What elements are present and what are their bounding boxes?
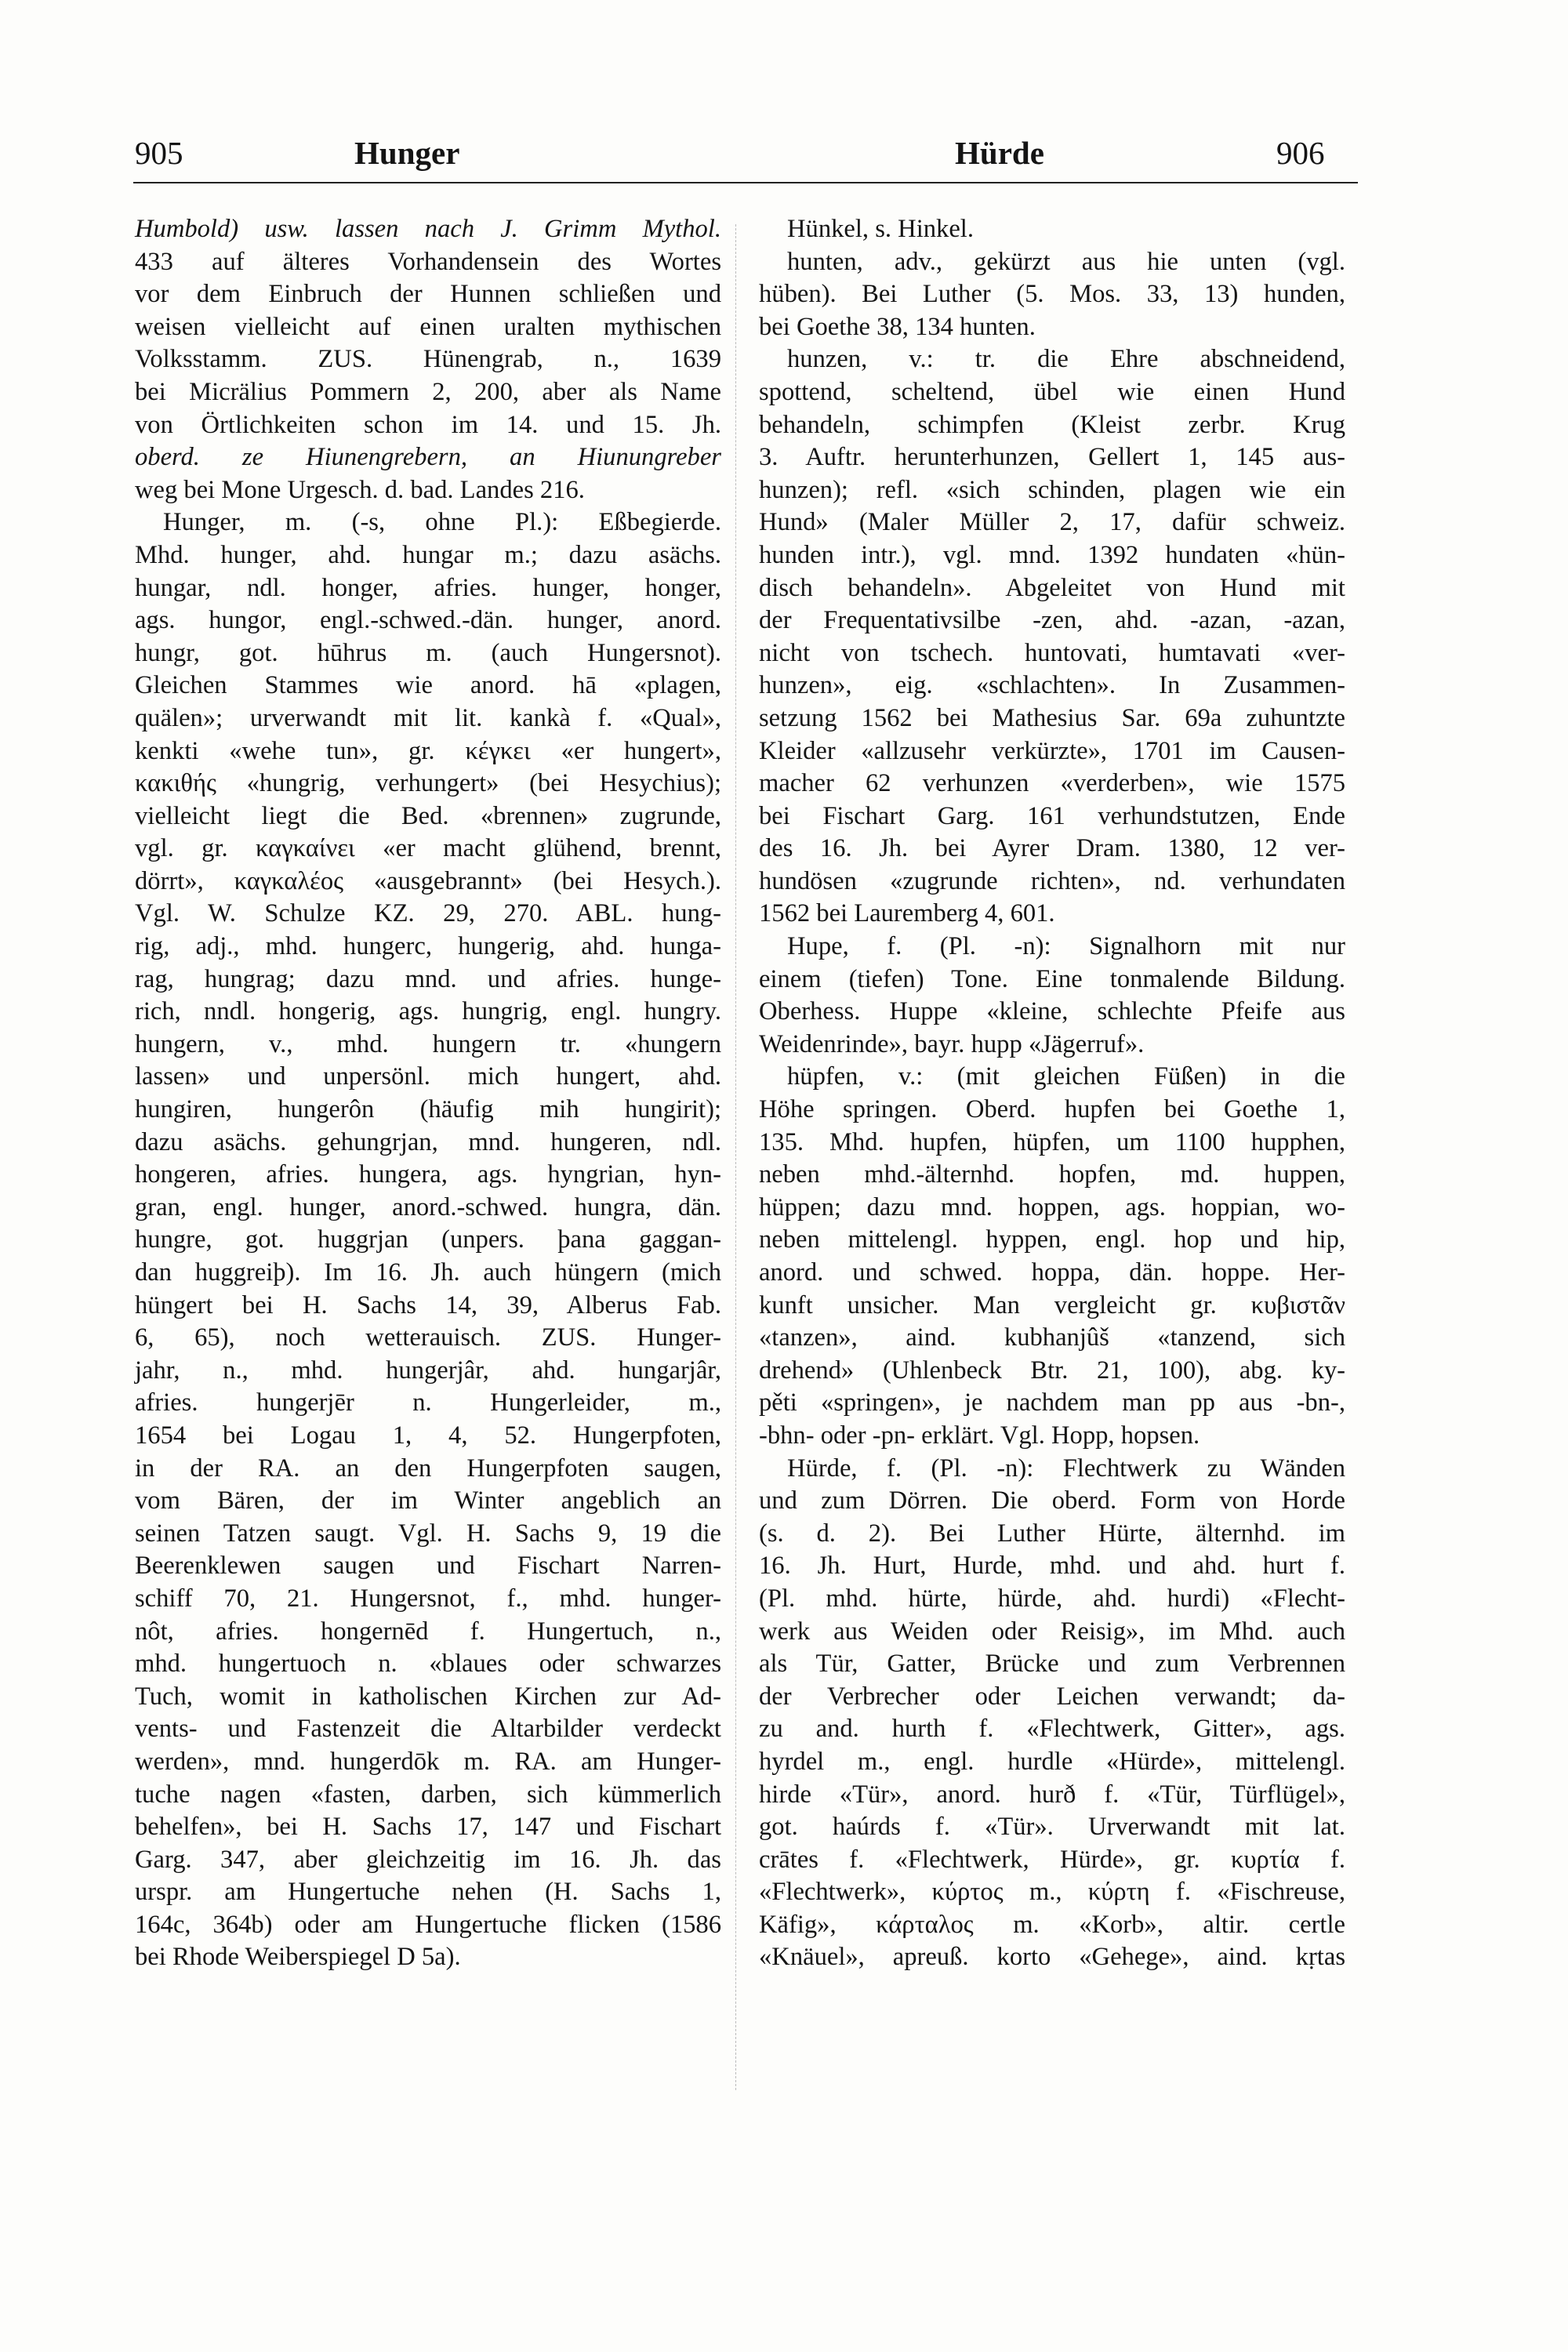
text-line: 433 auf älteres Vorhandensein des Wortes	[135, 247, 721, 276]
text-line: kunft unsicher. Man vergleicht gr. κυβιστᾶν	[759, 1290, 1345, 1319]
text-line: zu and. hurth f. «Flechtwerk, Gitter», ags.	[759, 1715, 1345, 1744]
text-line: Oberhess. Huppe «kleine, schlechte Pfeife aus	[759, 997, 1345, 1026]
text-line: Weidenrinde», bayr. hupp «Jägerruf».	[759, 1029, 1145, 1058]
text-line: behandeln, schimpfen (Kleist zerbr. Krug	[759, 410, 1345, 439]
text-line: dan huggreiþ). Im 16. Jh. auch hüngern (mich	[135, 1258, 721, 1287]
text-line: kenkti «wehe tun», gr. κέγκει «er hungert»,	[135, 736, 721, 765]
text-line: hongeren, afries. hungera, ags. hyngrian, hyn-	[135, 1160, 721, 1189]
text-line: «tanzen», aind. kubhanjûš «tanzend, sich	[759, 1323, 1345, 1352]
left-column	[135, 213, 721, 1974]
text-line: pěti «springen», je nachdem man pp aus -bn-,	[759, 1388, 1345, 1417]
text-line: hungre, got. huggrjan (unpers. þana gaggan-	[135, 1225, 721, 1254]
text-line: vielleicht liegt die Bed. «brennen» zugrunde,	[135, 801, 721, 830]
text-line: Beerenklewen saugen und Fischart Narren-	[135, 1552, 721, 1581]
text-line: vents- und Fastenzeit die Altarbilder verdeckt	[135, 1715, 721, 1744]
text-line: vom Bären, der im Winter angeblich an	[135, 1486, 721, 1515]
text-line: behelfen», bei H. Sachs 17, 147 und Fischart	[135, 1813, 721, 1842]
text-line: des 16. Jh. bei Ayrer Dram. 1380, 12 ver-	[759, 834, 1345, 863]
text-line: 164c, 364b) oder am Hungertuche flicken (1586	[135, 1910, 721, 1939]
text-line: seinen Tatzen saugt. Vgl. H. Sachs 9, 19 die	[135, 1519, 721, 1548]
entry-headword-line: Hupe, f. (Pl. -n): Signalhorn mit nur	[787, 932, 1345, 961]
header-rule	[133, 182, 1358, 183]
text-line: spottend, scheltend, übel wie einen Hund	[759, 377, 1345, 406]
entry-headword-line: Hunger, m. (-s, ohne Pl.): Eßbegierde.	[163, 508, 721, 537]
text-line: werk aus Weiden oder Reisig», im Mhd. auch	[759, 1617, 1345, 1646]
text-line: hüppen; dazu mnd. hoppen, ags. hoppian, wo-	[759, 1192, 1345, 1221]
text-line: rich, nndl. hongerig, ags. hungrig, engl. hungry.	[135, 997, 721, 1026]
column-divider	[735, 224, 736, 2090]
text-line: 1562 bei Lauremberg 4, 601.	[759, 899, 1055, 928]
page-number-left: 905	[135, 135, 183, 171]
text-line: 1654 bei Logau 1, 4, 52. Hungerpfoten,	[135, 1421, 721, 1450]
text-line: hirde «Tür», anord. hurð f. «Tür, Türflügel»,	[759, 1780, 1345, 1809]
text-line: hundösen «zugrunde richten», nd. verhundaten	[759, 866, 1345, 895]
text-line: afries. hungerjēr n. Hungerleider, m.,	[135, 1388, 721, 1417]
text-line: drehend» (Uhlenbeck Btr. 21, 100), abg. ky-	[759, 1356, 1345, 1385]
text-line: als Tür, Gatter, Brücke und zum Verbrennen	[759, 1650, 1345, 1679]
right-column	[759, 213, 1345, 1974]
text-line: neben mhd.-älternhd. hopfen, md. huppen,	[759, 1160, 1345, 1189]
text-line: in der RA. an den Hungerpfoten saugen,	[135, 1454, 721, 1483]
text-line: hunzen», eig. «schlachten». In Zusammen-	[759, 671, 1345, 700]
text-line: Tuch, womit in katholischen Kirchen zur Ad-	[135, 1682, 721, 1711]
text-line: bei Micrälius Pommern 2, 200, aber als Name	[135, 377, 721, 406]
text-line: vgl. gr. καγκαίνει «er macht glühend, brennt,	[135, 834, 721, 863]
text-line: anord. und schwed. hoppa, dän. hoppe. Her-	[759, 1258, 1345, 1287]
entry-headword-line: hunten, adv., gekürzt aus hie unten (vgl.	[787, 247, 1345, 276]
text-line: setzung 1562 bei Mathesius Sar. 69a zuhuntzte	[759, 703, 1345, 732]
text-line: dazu asächs. gehungrjan, mnd. hungeren, ndl.	[135, 1127, 721, 1156]
text-line: der Verbrecher oder Leichen verwandt; da-	[759, 1682, 1345, 1711]
text-line: schiff 70, 21. Hungersnot, f., mhd. hunger-	[135, 1584, 721, 1613]
header-word-right: Hürde	[955, 135, 1044, 171]
text-line: «Knäuel», apreuß. korto «Gehege», aind. kṛtas	[759, 1943, 1345, 1972]
text-line: quälen»; urverwandt mit lit. kankà f. «Qual»,	[135, 703, 721, 732]
text-line: weisen vielleicht auf einen uralten mythischen	[135, 312, 721, 341]
text-line: weg bei Mone Urgesch. d. bad. Landes 216.	[135, 475, 585, 504]
text-line: rig, adj., mhd. hungerc, hungerig, ahd. hunga-	[135, 932, 721, 961]
page-number-right: 906	[1276, 135, 1325, 171]
entry-headword-line: Hünkel, s. Hinkel.	[787, 215, 974, 243]
text-line: Vgl. W. Schulze KZ. 29, 270. ABL. hung-	[135, 899, 721, 928]
text-line: macher 62 verhunzen «verderben», wie 1575	[759, 769, 1345, 798]
text-line: vor dem Einbruch der Hunnen schließen und	[135, 280, 721, 309]
text-line: κακιθής «hungrig, verhungert» (bei Hesychius);	[135, 769, 721, 798]
text-line: 3. Auftr. herunterhunzen, Gellert 1, 145 aus-	[759, 443, 1345, 472]
entry-headword-line: hüpfen, v.: (mit gleichen Füßen) in die	[787, 1062, 1345, 1091]
text-line: Höhe springen. Oberd. hupfen bei Goethe 1,	[759, 1095, 1345, 1124]
text-line: hüngert bei H. Sachs 14, 39, Alberus Fab.	[135, 1290, 721, 1319]
text-line: hyrdel m., engl. hurdle «Hürde», mittelengl.	[759, 1747, 1345, 1776]
text-line: hunzen); refl. «sich schinden, plagen wie ein	[759, 475, 1345, 504]
text-line: -bhn- oder -pn- erklärt. Vgl. Hopp, hopsen.	[759, 1421, 1200, 1450]
text-line: got. haúrds f. «Tür». Urverwandt mit lat.	[759, 1813, 1345, 1842]
text-line: Humbold) usw. lassen nach J. Grimm Mythol.	[135, 215, 721, 243]
header-word-left: Hunger	[354, 135, 460, 171]
text-line: bei Goethe 38, 134 hunten.	[759, 312, 1036, 341]
text-line: Garg. 347, aber gleichzeitig im 16. Jh. das	[135, 1845, 721, 1874]
entry-headword-line: Hürde, f. (Pl. -n): Flechtwerk zu Wänden	[787, 1454, 1345, 1483]
text-line: einem (tiefen) Tone. Eine tonmalende Bildung.	[759, 964, 1345, 993]
text-line: nôt, afries. hongernēd f. Hungertuch, n.,	[135, 1617, 721, 1646]
text-line: Gleichen Stammes wie anord. hā «plagen,	[135, 671, 721, 700]
text-line: hungr, got. hūhrus m. (auch Hungersnot).	[135, 638, 721, 667]
text-line: Mhd. hunger, ahd. hungar m.; dazu asächs.	[135, 540, 721, 569]
text-line: (Pl. mhd. hürte, hürde, ahd. hurdi) «Flecht-	[759, 1584, 1345, 1613]
text-line: hungiren, hungerôn (häufig mih hungirit);	[135, 1095, 721, 1124]
text-line: neben mittelengl. hyppen, engl. hop und hip,	[759, 1225, 1345, 1254]
text-line: jahr, n., mhd. hungerjâr, ahd. hungarjâr,	[135, 1356, 721, 1385]
text-line: 6, 65), noch wetterauisch. ZUS. Hunger-	[135, 1323, 721, 1352]
text-line: lassen» und unpersönl. mich hungert, ahd.	[135, 1062, 721, 1091]
text-line: und zum Dörren. Die oberd. Form von Horde	[759, 1486, 1345, 1515]
text-line: Volksstamm. ZUS. Hünengrab, n., 1639	[135, 345, 721, 374]
text-line: Hund» (Maler Müller 2, 17, dafür schweiz.	[759, 508, 1345, 537]
text-line: gran, engl. hunger, anord.-schwed. hungra, dän.	[135, 1192, 721, 1221]
entry-headword-line: hunzen, v.: tr. die Ehre abschneidend,	[787, 345, 1345, 374]
text-line: ags. hungor, engl.-schwed.-dän. hunger, anord.	[135, 606, 721, 635]
text-line: nicht von tschech. huntovati, humtavati «ver-	[759, 638, 1345, 667]
text-line: dörrt», καγκαλέος «ausgebrannt» (bei Hesych.).	[135, 866, 721, 895]
text-line: der Frequentativsilbe -zen, ahd. -azan, -azan,	[759, 606, 1345, 635]
text-line: urspr. am Hungertuche nehen (H. Sachs 1,	[135, 1878, 721, 1907]
text-line: mhd. hungertuoch n. «blaues oder schwarzes	[135, 1650, 721, 1679]
text-line: werden», mnd. hungerdōk m. RA. am Hunger-	[135, 1747, 721, 1776]
text-line: disch behandeln». Abgeleitet von Hund mit	[759, 573, 1345, 602]
text-line: (s. d. 2). Bei Luther Hürte, älternhd. im	[759, 1519, 1345, 1548]
text-line: rag, hungrag; dazu mnd. und afries. hunge-	[135, 964, 721, 993]
text-line: Käfig», κάρταλος m. «Korb», altir. certle	[759, 1910, 1345, 1939]
text-line: 16. Jh. Hurt, Hurde, mhd. und ahd. hurt f.	[759, 1552, 1345, 1581]
text-line: bei Rhode Weiberspiegel D 5a).	[135, 1943, 461, 1972]
text-line: crātes f. «Flechtwerk, Hürde», gr. κυρτία f.	[759, 1845, 1345, 1874]
text-line: hungar, ndl. honger, afries. hunger, honger,	[135, 573, 721, 602]
text-line: bei Fischart Garg. 161 verhundstutzen, Ende	[759, 801, 1345, 830]
text-line: «Flechtwerk», κύρτος m., κύρτη f. «Fischreuse,	[759, 1878, 1345, 1907]
text-line: Kleider «allzusehr verkürzte», 1701 im Causen-	[759, 736, 1345, 765]
text-line: von Örtlichkeiten schon im 14. und 15. Jh.	[135, 410, 721, 439]
entry-headword-line: hungern, v., mhd. hungern tr. «hungern	[135, 1029, 721, 1058]
text-line: hüben). Bei Luther (5. Mos. 33, 13) hunden,	[759, 280, 1345, 309]
text-line: tuche nagen «fasten, darben, sich kümmerlich	[135, 1780, 721, 1809]
text-line: oberd. ze Hiunengrebern, an Hiunungreber	[135, 443, 721, 472]
text-line: 135. Mhd. hupfen, hüpfen, um 1100 hupphen,	[759, 1127, 1345, 1156]
text-line: hunden intr.), vgl. mnd. 1392 hundaten «hün-	[759, 540, 1345, 569]
